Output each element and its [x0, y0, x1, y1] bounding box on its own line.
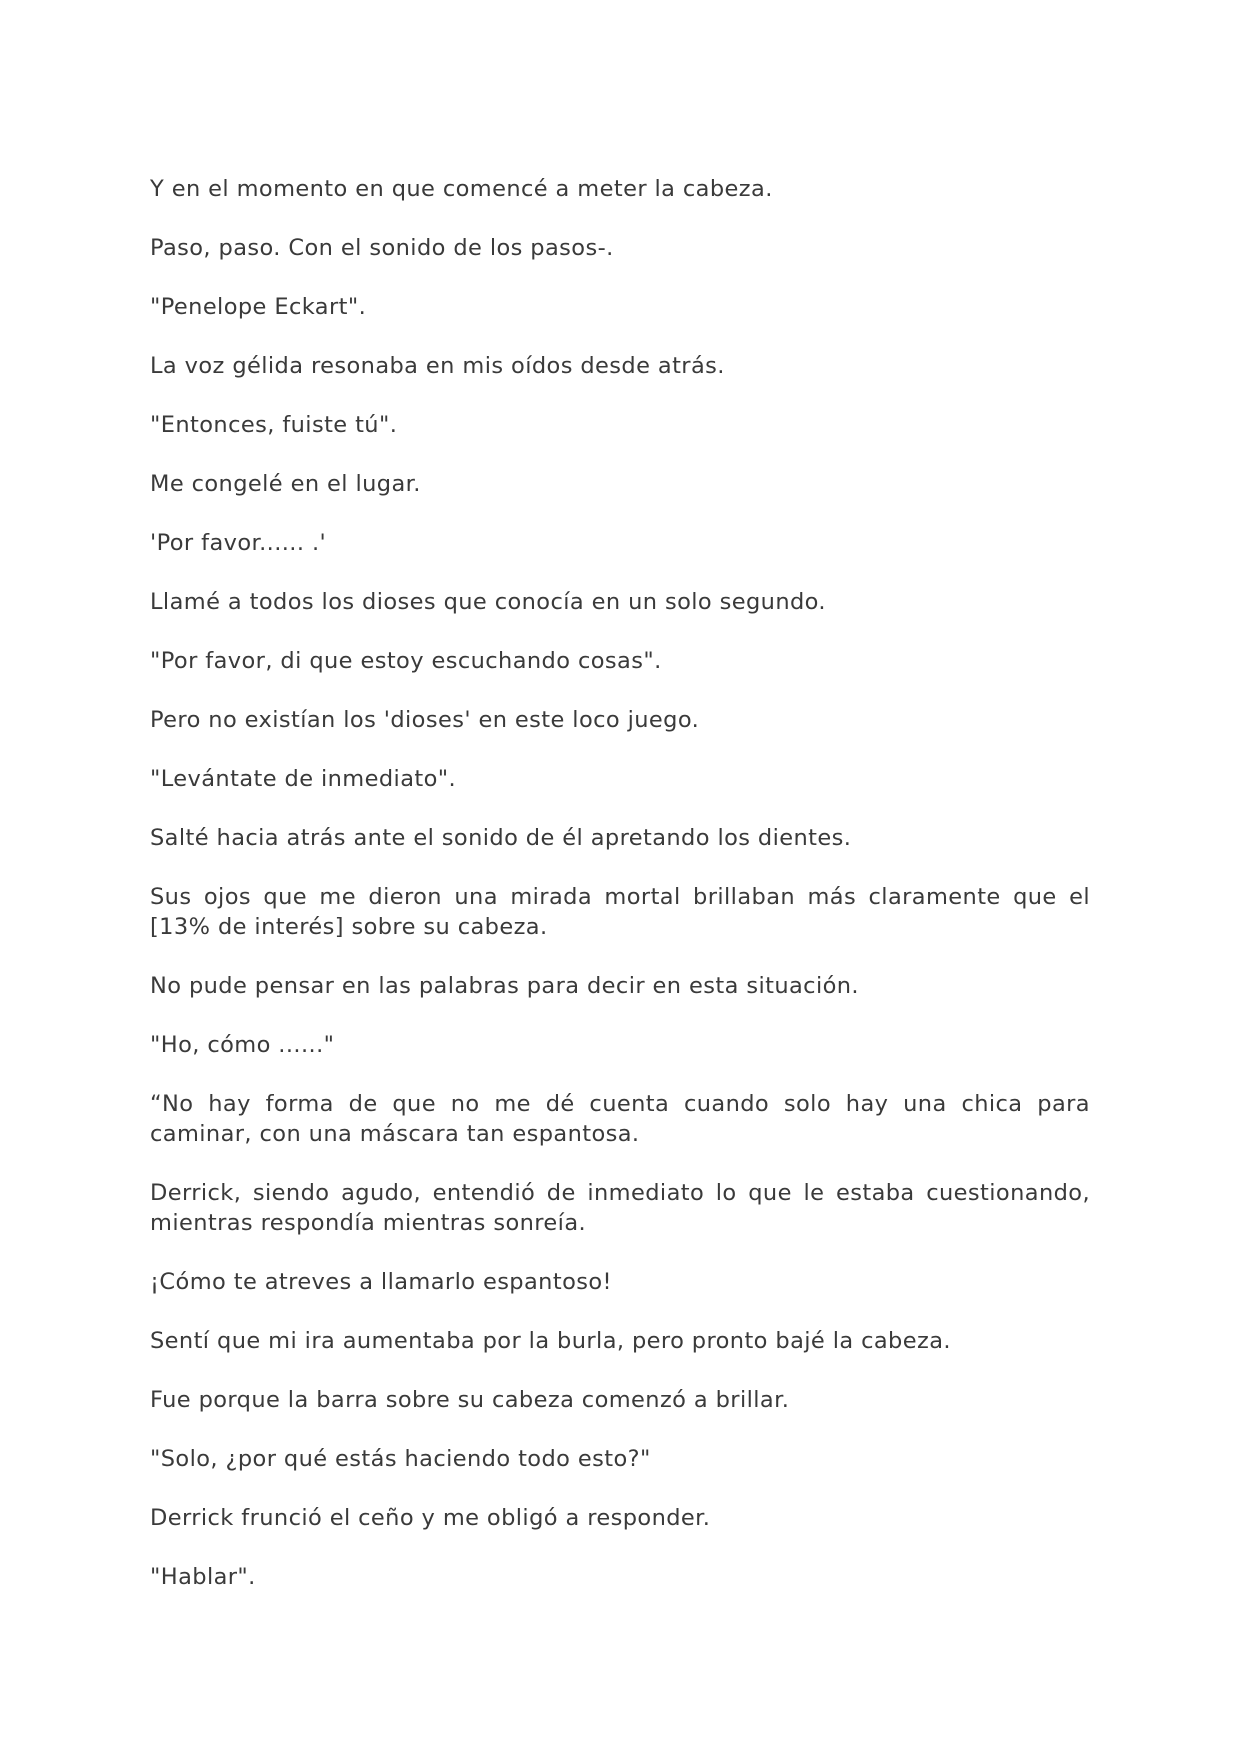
paragraph: Derrick frunció el ceño y me obligó a responder. [150, 1505, 711, 1531]
paragraph: “No hay forma de que no me dé cuenta cuando solo hay una chica para caminar, con una máscara tan espantosa. [150, 1091, 1090, 1147]
paragraph: Sus ojos que me dieron una mirada mortal brillaban más claramente que el [13% de interés] sobre su cabeza. [150, 884, 1090, 940]
paragraph: La voz gélida resonaba en mis oídos desde atrás. [150, 353, 725, 379]
paragraph: "Entonces, fuiste tú". [150, 412, 398, 438]
paragraph: 'Por favor...... .' [150, 530, 327, 556]
paragraph: "Solo, ¿por qué estás haciendo todo esto?" [150, 1446, 651, 1472]
paragraph: Y en el momento en que comencé a meter la cabeza. [150, 176, 773, 202]
paragraph: Sentí que mi ira aumentaba por la burla, pero pronto bajé la cabeza. [150, 1328, 951, 1354]
paragraph: "Por favor, di que estoy escuchando cosas". [150, 648, 662, 674]
document-body [150, 174, 1090, 1621]
paragraph: Llamé a todos los dioses que conocía en un solo segundo. [150, 589, 826, 615]
paragraph: No pude pensar en las palabras para decir en esta situación. [150, 973, 859, 999]
paragraph: "Ho, cómo ......" [150, 1032, 335, 1058]
paragraph: Pero no existían los 'dioses' en este loco juego. [150, 707, 700, 733]
paragraph: "Levántate de inmediato". [150, 766, 457, 792]
paragraph: "Penelope Eckart". [150, 294, 367, 320]
paragraph: Salté hacia atrás ante el sonido de él apretando los dientes. [150, 825, 852, 851]
paragraph: Paso, paso. Con el sonido de los pasos-. [150, 235, 614, 261]
paragraph: Fue porque la barra sobre su cabeza comenzó a brillar. [150, 1387, 790, 1413]
paragraph: "Hablar". [150, 1564, 256, 1590]
paragraph: Me congelé en el lugar. [150, 471, 421, 497]
paragraph: Derrick, siendo agudo, entendió de inmediato lo que le estaba cuestionando, mientras respondía mientras sonreía. [150, 1180, 1090, 1236]
paragraph: ¡Cómo te atreves a llamarlo espantoso! [150, 1269, 612, 1295]
